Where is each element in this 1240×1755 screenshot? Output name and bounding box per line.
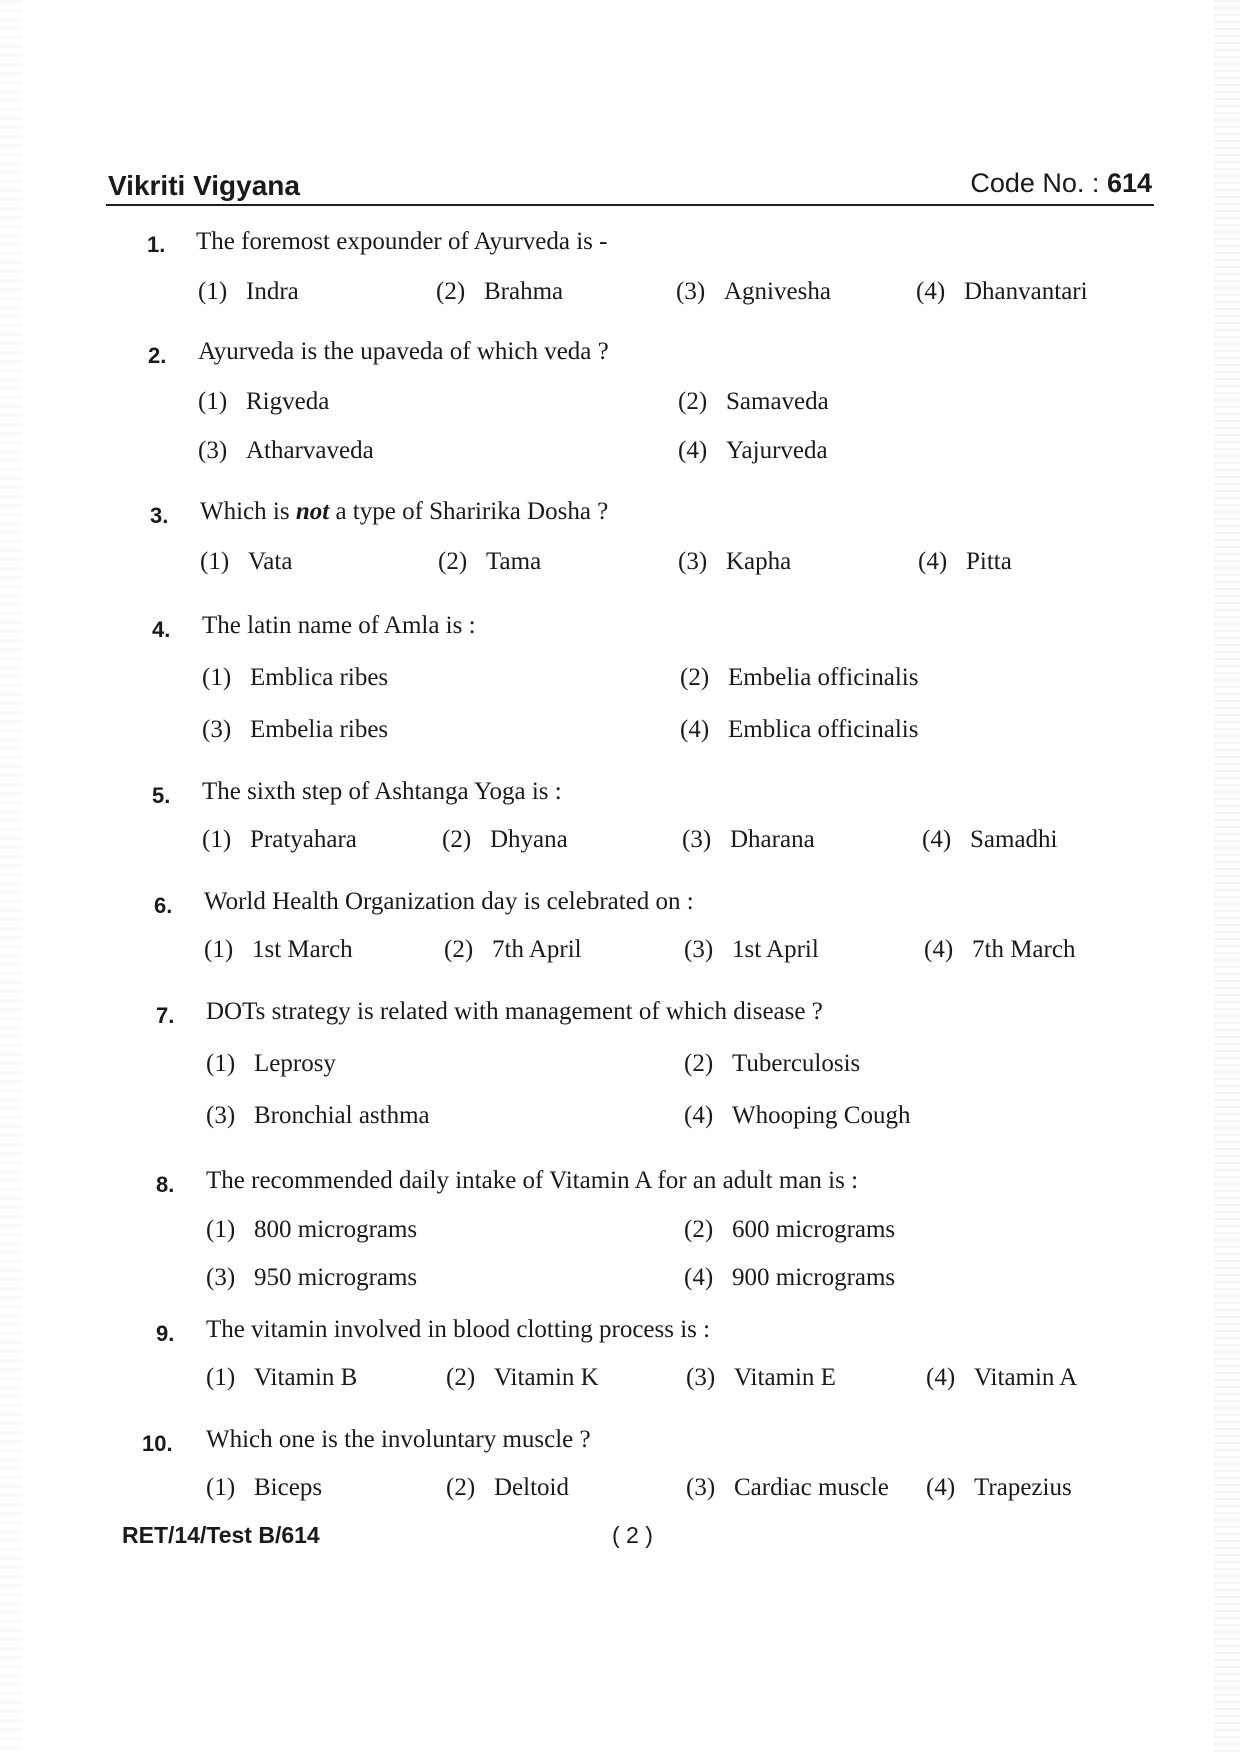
question-number: 1. [147,232,166,257]
option: (4) 7th March [924,936,1076,963]
option: (3) Bronchial asthma [206,1102,430,1129]
subject-title: Vikriti Vigyana [108,170,300,201]
scan-edge-left [0,0,22,1755]
option: (2) Dhyana [442,826,568,853]
option: (1) Leprosy [206,1050,336,1077]
header-divider [106,204,1154,206]
question-text: Which is not a type of Sharirika Dosha ? [200,498,609,525]
option: (3) Embelia ribes [202,716,389,743]
option: (3) 950 micrograms [206,1264,418,1291]
question-text: The latin name of Amla is : [202,612,476,639]
question-text: The sixth step of Ashtanga Yoga is : [202,778,562,805]
option: (3) Vitamin E [686,1364,836,1391]
option: (1) Vata [200,548,293,575]
question-number: 10. [142,1431,173,1456]
question-text: DOTs strategy is related with management of which disease ? [206,998,823,1025]
code-label: Code No. : [970,168,1100,198]
question-text: World Health Organization day is celebrated on : [204,888,694,915]
option: (1) 800 micrograms [206,1216,418,1243]
option: (3) Dharana [682,826,815,853]
option: (1) Pratyahara [202,826,357,853]
question-text: Ayurveda is the upaveda of which veda ? [198,338,609,365]
option: (4) Yajurveda [678,437,828,464]
option: (1) Emblica ribes [202,664,389,691]
scan-edge-right [1214,0,1240,1755]
code-value: 614 [1106,168,1152,198]
code-number [970,168,1152,199]
emphasis-not: not [295,498,330,525]
option: (1) Biceps [206,1474,323,1501]
question-text: Which one is the involuntary muscle ? [206,1426,591,1453]
option: (3) 1st April [684,936,819,963]
option: (4) Trapezius [926,1474,1072,1501]
question-text: The vitamin involved in blood clotting process is : [206,1316,711,1343]
option: (4) Samadhi [922,826,1058,853]
option: (2) Deltoid [446,1474,569,1501]
option: (4) Emblica officinalis [680,716,919,743]
option: (2) 7th April [444,936,582,963]
option: (3) Cardiac muscle [686,1474,889,1501]
option: (3) Kapha [678,548,792,575]
option: (4) Pitta [918,548,1012,575]
question-text: The foremost expounder of Ayurveda is - [196,228,608,255]
option: (1) 1st March [204,936,353,963]
question-number: 4. [152,617,171,642]
question-number: 5. [152,783,171,808]
option: (1) Vitamin B [206,1364,358,1391]
question-number: 6. [154,893,173,918]
option: (2) Tuberculosis [684,1050,861,1077]
option: (1) Rigveda [198,388,330,415]
footer-code: RET/14/Test B/614 [122,1522,320,1548]
question-number: 8. [156,1172,175,1197]
option: (4) Dhanvantari [916,278,1088,305]
page-number: ( 2 ) [612,1522,653,1548]
option: (4) Vitamin A [926,1364,1078,1391]
question-number: 3. [150,503,169,528]
option: (2) Brahma [436,278,564,305]
option: (4) Whooping Cough [684,1102,911,1129]
option: (3) Atharvaveda [198,437,374,464]
option: (2) Samaveda [678,388,829,415]
option: (2) Tama [438,548,542,575]
option: (1) Indra [198,278,299,305]
option: (2) 600 micrograms [684,1216,896,1243]
question-number: 9. [156,1321,175,1346]
question-text: The recommended daily intake of Vitamin A for an adult man is : [206,1167,859,1194]
question-number: 2. [148,343,167,368]
option: (2) Embelia officinalis [680,664,919,691]
question-number: 7. [156,1003,175,1028]
option: (4) 900 micrograms [684,1264,896,1291]
option: (2) Vitamin K [446,1364,599,1391]
option: (3) Agnivesha [676,278,831,305]
